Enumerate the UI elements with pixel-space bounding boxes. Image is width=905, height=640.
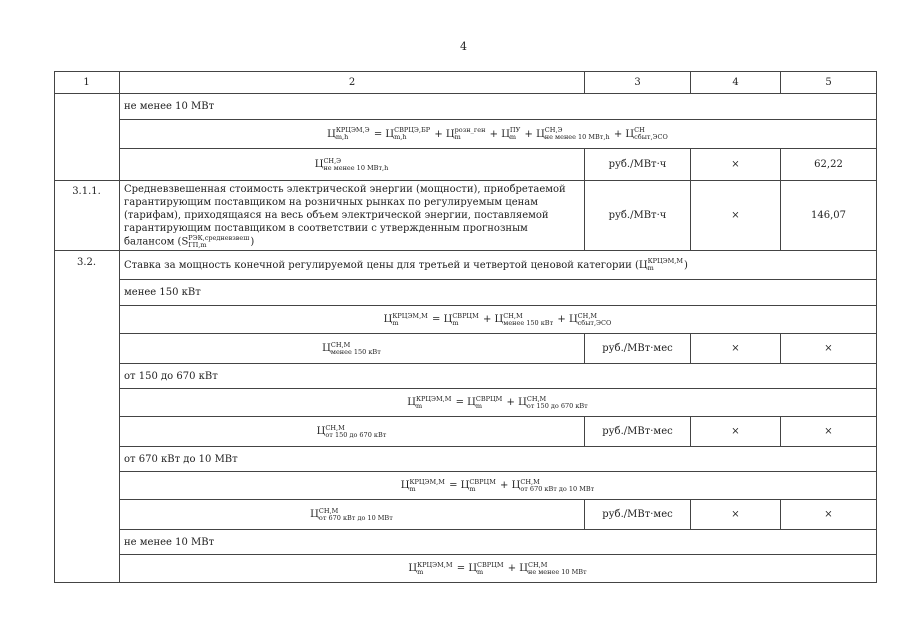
subgroup-label: от 670 кВт до 10 МВт bbox=[120, 447, 877, 472]
table-row bbox=[54, 251, 877, 280]
unit-cell: руб./МВт·ч bbox=[585, 149, 691, 181]
table-row bbox=[54, 530, 877, 555]
col4-cell: × bbox=[691, 500, 781, 530]
formula-energy-price: Ц КРЦЭМ,Э m,h = Ц СВРЦЭ,БР m,h + Ц розн_ген m + Ц ПУ m + Ц СН,Э не менее 10 МВт,h + Ц СН сбыт,ЭСО bbox=[120, 120, 877, 149]
header-col-5: 5 bbox=[781, 71, 877, 94]
unit-cell: руб./МВт·мес bbox=[585, 417, 691, 447]
weighted-cost-description: Средневзвешенная стоимость электрической энергии (мощности), приобретаемой гарантирующим поставщиком на розничных рынках по регулируемым ценам (тарифам), приходящаяся на весь объем электрической энергии, поставляемой гарантирующим поставщиком в соответствии с утвержденным прогнозным балансом (S РЭК,средневзвеш ГП,m ) bbox=[120, 181, 585, 251]
sn-component-label: Ц СН,Э не менее 10 МВт,h bbox=[120, 149, 585, 181]
header-col-2: 2 bbox=[120, 71, 585, 94]
header-col-1: 1 bbox=[54, 71, 120, 94]
col4-cell: × bbox=[691, 181, 781, 251]
col4-cell: × bbox=[691, 417, 781, 447]
unit-cell: руб./МВт·мес bbox=[585, 500, 691, 530]
table-row bbox=[54, 364, 877, 389]
col4-cell: × bbox=[691, 334, 781, 364]
table-row bbox=[54, 181, 877, 251]
subgroup-label: менее 150 кВт bbox=[120, 280, 877, 306]
formula-capacity-price: Ц КРЦЭМ,М m = Ц СВРЦМ m + Ц СН,М не менее 10 МВт bbox=[120, 555, 877, 583]
header-col-4: 4 bbox=[691, 71, 781, 94]
table-row bbox=[54, 555, 877, 583]
formula-capacity-price: Ц КРЦЭМ,М m = Ц СВРЦМ m + Ц СН,М от 670 кВт до 10 МВт bbox=[120, 472, 877, 500]
table-row bbox=[54, 417, 877, 447]
subgroup-label: не менее 10 МВт bbox=[120, 530, 877, 555]
table-row bbox=[54, 280, 877, 306]
subgroup-label: не менее 10 МВт bbox=[120, 94, 877, 120]
value-cell: × bbox=[781, 417, 877, 447]
subgroup-label: от 150 до 670 кВт bbox=[120, 364, 877, 389]
table-row bbox=[54, 472, 877, 500]
table-row bbox=[54, 447, 877, 472]
page-number: 4 bbox=[460, 40, 467, 53]
table-row bbox=[54, 334, 877, 364]
table-row bbox=[54, 94, 877, 120]
sn-component-label: Ц СН,М от 670 кВт до 10 МВт bbox=[120, 500, 585, 530]
value-cell: 62,22 bbox=[781, 149, 877, 181]
formula-capacity-price: Ц КРЦЭМ,М m = Ц СВРЦМ m + Ц СН,М от 150 до 670 кВт bbox=[120, 389, 877, 417]
sn-component-label: Ц СН,М менее 150 кВт bbox=[120, 334, 585, 364]
unit-cell: руб./МВт·мес bbox=[585, 334, 691, 364]
value-cell: × bbox=[781, 334, 877, 364]
formula-capacity-price: Ц КРЦЭМ,М m = Ц СВРЦМ m + Ц СН,М менее 150 кВт + Ц СН,М сбыт,ЭСО bbox=[120, 306, 877, 334]
value-cell: 146,07 bbox=[781, 181, 877, 251]
table-row bbox=[54, 306, 877, 334]
table-row bbox=[54, 149, 877, 181]
row-number: 3.2. bbox=[54, 251, 120, 583]
unit-cell: руб./МВт·ч bbox=[585, 181, 691, 251]
section-title: Ставка за мощность конечной регулируемой цены для третьей и четвертой ценовой категории (Ц КРЦЭМ,М m ) bbox=[120, 251, 877, 280]
row-number: 3.1.1. bbox=[54, 181, 120, 251]
table-header-row bbox=[54, 71, 877, 94]
col4-cell: × bbox=[691, 149, 781, 181]
table-row bbox=[54, 500, 877, 530]
table-row bbox=[54, 389, 877, 417]
sn-component-label: Ц СН,М от 150 до 670 кВт bbox=[120, 417, 585, 447]
header-col-3: 3 bbox=[585, 71, 691, 94]
table-row bbox=[54, 120, 877, 149]
value-cell: × bbox=[781, 500, 877, 530]
